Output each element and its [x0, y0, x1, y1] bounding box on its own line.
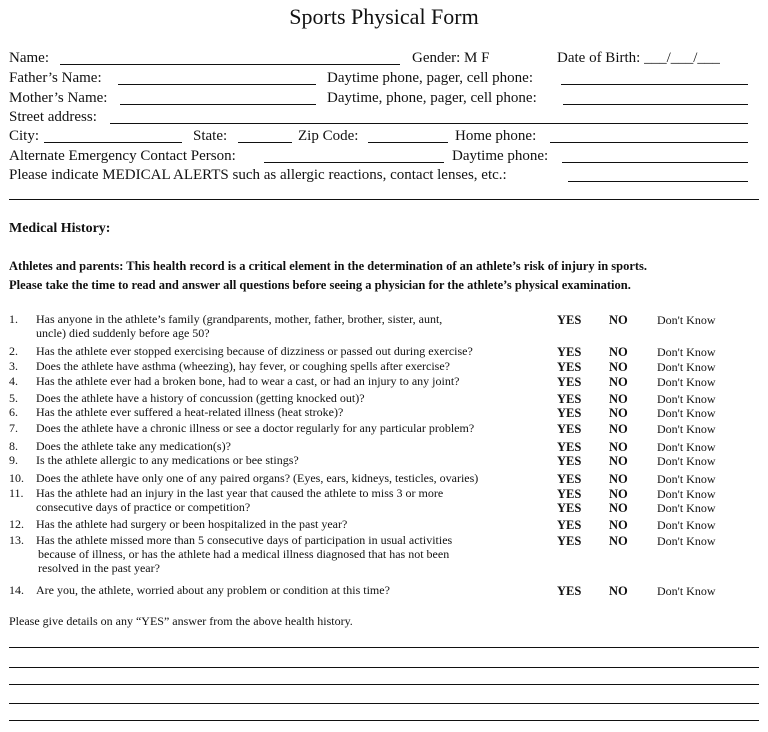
name-label: Name: [9, 50, 49, 66]
details-line-1[interactable] [9, 647, 759, 648]
question-number: 3. [9, 359, 18, 373]
street-field[interactable] [110, 109, 748, 124]
answer-yes[interactable]: YES [557, 422, 582, 436]
question-text: Does the athlete have asthma (wheezing), hay fever, or coughing spells after exercise? [36, 359, 451, 373]
answer-dont-know[interactable]: Don't Know [657, 422, 716, 436]
medical-alerts-line-2[interactable] [9, 199, 759, 200]
answer-dont-know[interactable]: Don't Know [657, 406, 716, 420]
question-number: 11. [9, 486, 24, 500]
answer-yes[interactable]: YES [557, 454, 582, 468]
answer-no[interactable]: NO [609, 345, 628, 359]
question-text: Are you, the athlete, worried about any problem or condition at this time? [36, 583, 390, 597]
details-line-4[interactable] [9, 703, 759, 704]
state-label: State: [193, 128, 228, 144]
question-text: Has the athlete ever had a broken bone, had to wear a cast, or had an injury to any joint? [36, 374, 460, 388]
medical-history-heading: Medical History: [9, 221, 111, 236]
details-line-5[interactable] [9, 720, 759, 721]
answer-no[interactable]: NO [609, 584, 628, 598]
answer-dont-know[interactable]: Don't Know [657, 345, 716, 359]
answer-no[interactable]: NO [609, 472, 628, 486]
answer-no[interactable]: NO [609, 440, 628, 454]
answer-dont-know[interactable]: Don't Know [657, 440, 716, 454]
answer-no[interactable]: NO [609, 392, 628, 406]
question-number: 9. [9, 453, 18, 467]
medical-alerts-label: Please indicate MEDICAL ALERTS such as allergic reactions, contact lenses, etc.: [9, 167, 507, 183]
alt-contact-field[interactable] [264, 148, 444, 163]
father-field[interactable] [118, 70, 316, 85]
gender-label: Gender: M F [412, 50, 490, 66]
answer-no[interactable]: NO [609, 487, 628, 501]
name-field[interactable] [60, 50, 400, 65]
question-number: 14. [9, 583, 24, 597]
answer-dont-know[interactable]: Don't Know [657, 472, 716, 486]
answer-dont-know[interactable]: Don't Know [657, 518, 716, 532]
question-number: 7. [9, 421, 18, 435]
city-label: City: [9, 128, 40, 144]
answer-no[interactable]: NO [609, 501, 628, 515]
details-line-2[interactable] [9, 667, 759, 668]
details-prompt: Please give details on any “YES” answer from the above health history. [9, 614, 353, 628]
daytime-phone-2-label: Daytime, phone, pager, cell phone: [327, 90, 537, 106]
zip-label: Zip Code: [298, 128, 359, 144]
answer-no[interactable]: NO [609, 454, 628, 468]
answer-no[interactable]: NO [609, 534, 628, 548]
answer-no[interactable]: NO [609, 313, 628, 327]
answer-dont-know[interactable]: Don't Know [657, 360, 716, 374]
question-text: because of illness, or has the athlete had a medical illness diagnosed that has not been [38, 547, 450, 561]
answer-yes[interactable]: YES [557, 440, 582, 454]
answer-no[interactable]: NO [609, 422, 628, 436]
answer-dont-know[interactable]: Don't Know [657, 392, 716, 406]
answer-yes[interactable]: YES [557, 345, 582, 359]
question-text: Does the athlete have a chronic illness or see a doctor regularly for any particular problem? [36, 421, 475, 435]
answer-dont-know[interactable]: Don't Know [657, 313, 716, 327]
answer-yes[interactable]: YES [557, 584, 582, 598]
answer-yes[interactable]: YES [557, 313, 582, 327]
daytime-phone-3-label: Daytime phone: [452, 148, 549, 164]
answer-yes[interactable]: YES [557, 518, 582, 532]
question-number: 13. [9, 533, 24, 547]
daytime-phone-2-field[interactable] [563, 90, 748, 105]
question-number: 8. [9, 439, 18, 453]
question-number: 6. [9, 405, 18, 419]
dob-label: Date of Birth: ___/___/___ [557, 50, 720, 66]
mother-label: Mother’s Name: [9, 90, 108, 106]
answer-no[interactable]: NO [609, 375, 628, 389]
details-line-3[interactable] [9, 684, 759, 685]
answer-yes[interactable]: YES [557, 375, 582, 389]
street-label: Street address: [9, 109, 97, 125]
question-number: 12. [9, 517, 24, 531]
daytime-phone-1-label: Daytime phone, pager, cell phone: [327, 70, 533, 86]
answer-dont-know[interactable]: Don't Know [657, 487, 716, 501]
daytime-phone-3-field[interactable] [562, 148, 748, 163]
form-title: Sports Physical Form [289, 4, 479, 29]
intro-line-1: Athletes and parents: This health record is a critical element in the determination of an athlete’s risk of injury in sports. [9, 259, 648, 273]
answer-yes[interactable]: YES [557, 406, 582, 420]
answer-dont-know[interactable]: Don't Know [657, 375, 716, 389]
question-text: Does the athlete have only one of any paired organs? (Eyes, ears, kidneys, testicles, ovaries) [36, 471, 479, 485]
question-text: Has the athlete had an injury in the last year that caused the athlete to miss 3 or more [36, 486, 444, 500]
answer-dont-know[interactable]: Don't Know [657, 454, 716, 468]
medical-alerts-field[interactable] [568, 167, 748, 182]
intro-line-2: Please take the time to read and answer all questions before seeing a physician for the athlete’s physical examination. [9, 278, 631, 292]
answer-yes[interactable]: YES [557, 472, 582, 486]
question-text: Has anyone in the athlete’s family (grandparents, mother, father, brother, sister, aunt, [36, 312, 443, 326]
answer-yes[interactable]: YES [557, 534, 582, 548]
state-field[interactable] [238, 128, 292, 143]
question-text: Is the athlete allergic to any medications or bee stings? [36, 453, 299, 467]
home-phone-label: Home phone: [455, 128, 537, 144]
father-label: Father’s Name: [9, 70, 102, 86]
zip-field[interactable] [368, 128, 448, 143]
question-text: Has the athlete ever suffered a heat-related illness (heat stroke)? [36, 405, 344, 419]
answer-dont-know[interactable]: Don't Know [657, 501, 716, 515]
answer-yes[interactable]: YES [557, 501, 582, 515]
question-text: Has the athlete had surgery or been hospitalized in the past year? [36, 517, 348, 531]
question-number: 1. [9, 312, 18, 326]
answer-no[interactable]: NO [609, 360, 628, 374]
city-field[interactable] [44, 128, 182, 143]
question-number: 10. [9, 471, 24, 485]
question-text: uncle) died suddenly before age 50? [36, 326, 210, 340]
alt-contact-label: Alternate Emergency Contact Person: [9, 148, 236, 164]
answer-yes[interactable]: YES [557, 360, 582, 374]
question-text: Has the athlete missed more than 5 consecutive days of participation in usual activities [36, 533, 453, 547]
home-phone-field[interactable] [550, 128, 748, 143]
answer-no[interactable]: NO [609, 406, 628, 420]
answer-yes[interactable]: YES [557, 487, 582, 501]
answer-no[interactable]: NO [609, 518, 628, 532]
mother-field[interactable] [120, 90, 316, 105]
answer-dont-know[interactable]: Don't Know [657, 534, 716, 548]
question-text: Does the athlete have a history of concussion (getting knocked out)? [36, 391, 365, 405]
question-number: 5. [9, 391, 18, 405]
answer-yes[interactable]: YES [557, 392, 582, 406]
question-number: 4. [9, 374, 18, 388]
question-number: 2. [9, 344, 18, 358]
question-text: resolved in the past year? [38, 561, 160, 575]
question-text: consecutive days of practice or competition? [36, 500, 251, 514]
answer-dont-know[interactable]: Don't Know [657, 584, 716, 598]
daytime-phone-1-field[interactable] [561, 70, 748, 85]
question-text: Has the athlete ever stopped exercising because of dizziness or passed out during exercise? [36, 344, 473, 358]
question-text: Does the athlete take any medication(s)? [36, 439, 231, 453]
